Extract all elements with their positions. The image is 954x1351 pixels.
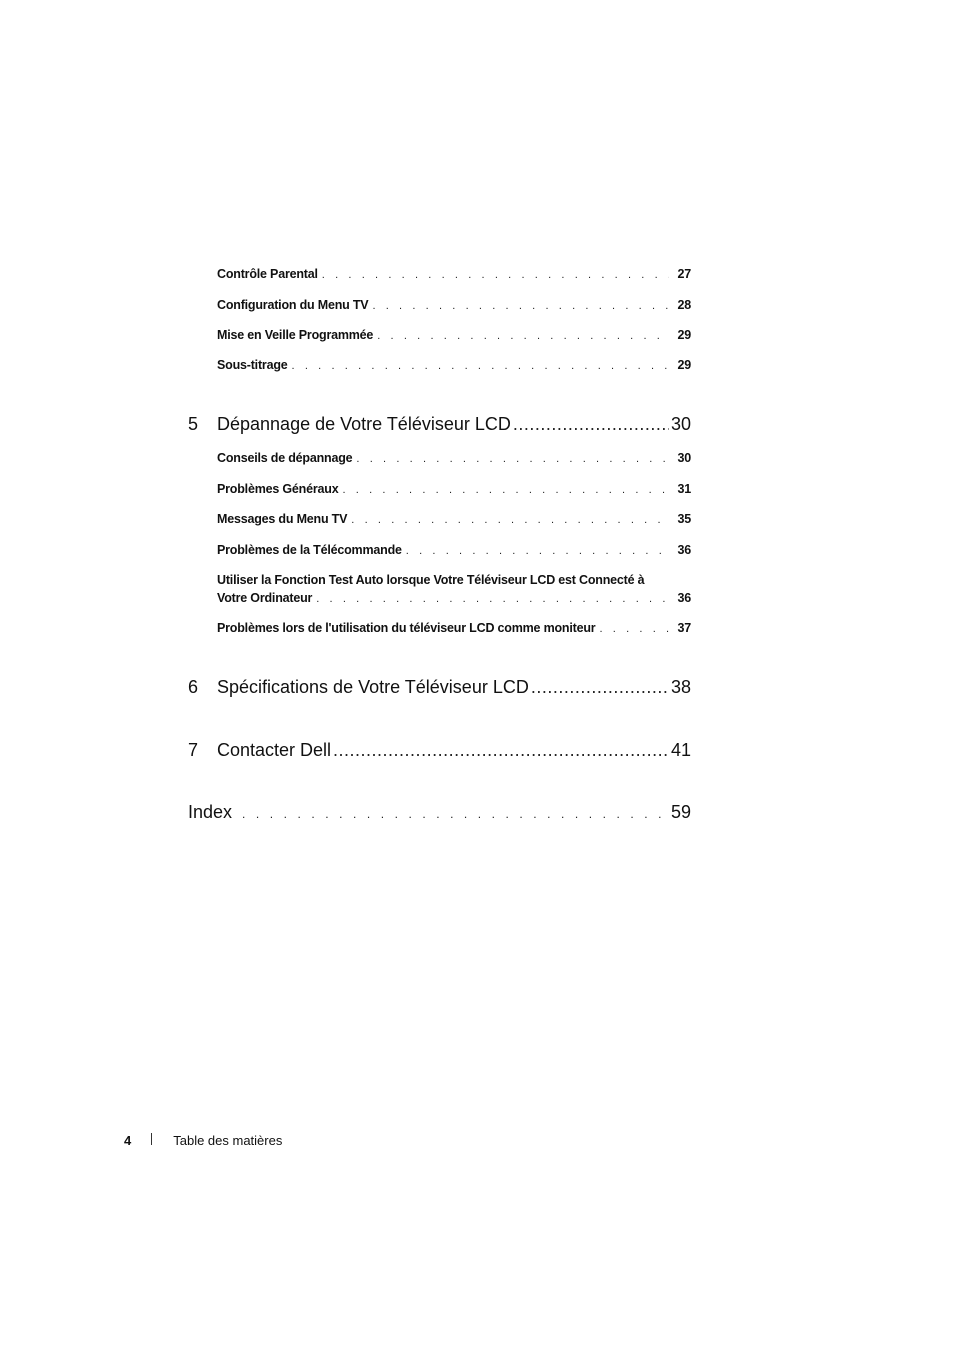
toc-chapter-7[interactable]: [188, 740, 691, 761]
chapter-number: 7: [188, 740, 199, 760]
toc-page-number: 59: [670, 802, 691, 822]
footer-section-title: Table des matières: [173, 1133, 283, 1148]
dot-leader: [242, 807, 661, 821]
toc-entry-mise-en-veille[interactable]: [217, 328, 691, 342]
footer-separator: [151, 1133, 152, 1145]
toc-page-number: 36: [677, 591, 691, 605]
dot-leader: [406, 545, 669, 557]
toc-page-number: 41: [670, 740, 691, 760]
dot-leader: [316, 593, 669, 605]
toc-page-number: 30: [670, 414, 691, 434]
index-title: Index: [188, 802, 233, 822]
toc-page-number: 35: [677, 512, 691, 526]
toc-entry-sous-titrage[interactable]: [217, 358, 691, 372]
toc-entry-label: Problèmes lors de l'utilisation du téléviseur LCD comme moniteur: [217, 621, 596, 635]
dot-leader: [333, 740, 669, 761]
toc-entry-controle-parental[interactable]: [217, 267, 691, 281]
toc-entry-label-line2: Votre Ordinateur: [217, 591, 313, 605]
chapter-title: Contacter Dell: [217, 740, 332, 760]
dot-leader: [513, 414, 669, 435]
toc-entry-label: Configuration du Menu TV: [217, 298, 369, 312]
dot-leader: [372, 300, 669, 312]
toc-entry-label: Problèmes Généraux: [217, 482, 339, 496]
dot-leader: [531, 677, 669, 698]
toc-entry-label: Sous-titrage: [217, 358, 288, 372]
toc-page-number: 29: [677, 328, 691, 342]
toc-entry-problemes-moniteur[interactable]: [217, 621, 691, 635]
dot-leader: [342, 484, 669, 496]
dot-leader: [599, 623, 669, 635]
chapter-title: Dépannage de Votre Téléviseur LCD: [217, 414, 511, 434]
toc-entry-messages-menu-tv[interactable]: [217, 512, 691, 526]
toc-chapter-5[interactable]: [188, 414, 691, 435]
toc-entry-configuration-menu-tv[interactable]: [217, 298, 691, 312]
toc-page-number: 29: [677, 358, 691, 372]
toc-page-number: 31: [677, 482, 691, 496]
toc-entry-test-auto-line2[interactable]: [217, 591, 691, 605]
toc-entry-problemes-telecommande[interactable]: [217, 543, 691, 557]
toc-entry-label: Contrôle Parental: [217, 267, 318, 281]
chapter-number: 5: [188, 414, 199, 434]
dot-leader: [322, 269, 669, 281]
toc-entry-label: Mise en Veille Programmée: [217, 328, 374, 342]
toc-entry-test-auto[interactable]: [217, 573, 691, 587]
toc-index[interactable]: [188, 802, 691, 823]
dot-leader: [292, 360, 669, 372]
toc-entry-label: Problèmes de la Télécommande: [217, 543, 402, 557]
dot-leader: [356, 453, 669, 465]
toc-page-number: 27: [677, 267, 691, 281]
toc-entry-problemes-generaux[interactable]: [217, 482, 691, 496]
toc-chapter-6[interactable]: [188, 677, 691, 698]
toc-entry-label: Messages du Menu TV: [217, 512, 348, 526]
toc-entry-label-line1: Utiliser la Fonction Test Auto lorsque Votre Téléviseur LCD est Connecté à: [217, 573, 645, 587]
dot-leader: [377, 330, 669, 342]
chapter-number: 6: [188, 677, 199, 697]
toc-page-number: 36: [677, 543, 691, 557]
chapter-title: Spécifications de Votre Téléviseur LCD: [217, 677, 529, 697]
toc-entry-label: Conseils de dépannage: [217, 451, 353, 465]
toc-page-number: 37: [677, 621, 691, 635]
toc-page-number: 28: [677, 298, 691, 312]
toc-page-number: 38: [670, 677, 691, 697]
footer-page-number: 4: [124, 1133, 132, 1148]
page-footer: [124, 1133, 282, 1148]
toc-page-number: 30: [677, 451, 691, 465]
dot-leader: [351, 514, 669, 526]
toc-entry-conseils-depannage[interactable]: [217, 451, 691, 465]
